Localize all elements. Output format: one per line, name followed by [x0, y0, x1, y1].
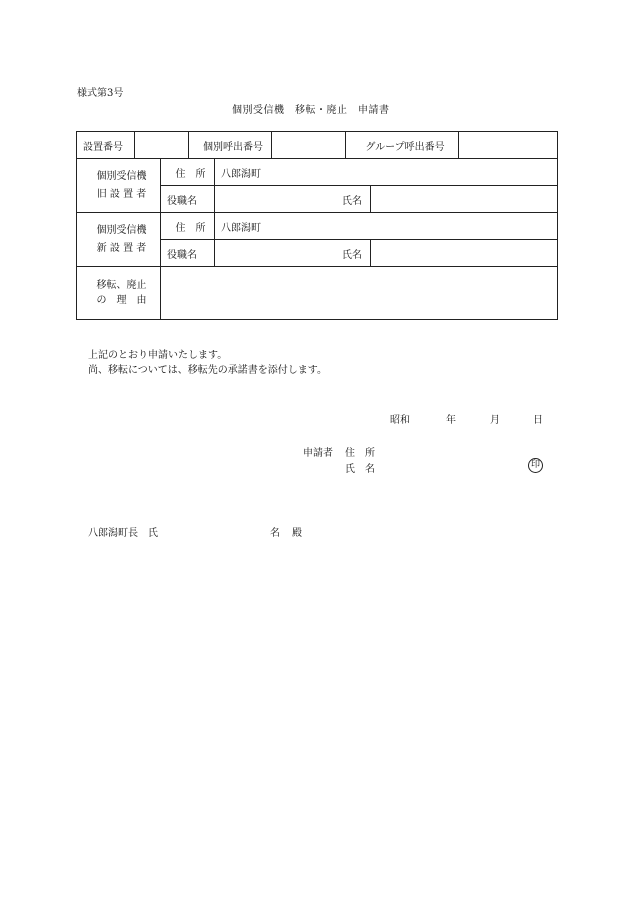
table-row: [77, 267, 558, 320]
table-row: [77, 159, 558, 186]
old-position-field[interactable]: [215, 186, 371, 213]
date-era-label: 昭和: [390, 415, 410, 426]
reason-label-line2: の 理 由: [96, 295, 147, 306]
group-call-field[interactable]: [459, 132, 558, 159]
application-table: [76, 131, 558, 320]
notice-line-1: 上記のとおり申請いたします。: [88, 350, 228, 361]
date-year-label: 年: [446, 415, 456, 426]
old-installer-label-line2: 旧 設 置 者: [96, 188, 147, 200]
group-call-label: グループ呼出番号: [346, 132, 459, 159]
new-position-label: 役職名: [161, 240, 215, 267]
table-row: [77, 132, 558, 159]
old-position-label: 役職名: [161, 186, 215, 213]
addressee-prefix: 八郎潟町長 氏: [88, 528, 158, 539]
new-installer-label-line2: 新 設 置 者: [96, 242, 147, 254]
date-month-label: 月: [490, 415, 500, 426]
applicant-label: 申請者: [303, 448, 333, 459]
reason-label: [77, 267, 161, 320]
old-installer-label-line1: 個別受信機: [96, 170, 147, 182]
old-address-field[interactable]: 八郎潟町: [215, 159, 558, 186]
addressee-honorific: 殿: [292, 528, 302, 539]
new-installer-label-line1: 個別受信機: [96, 224, 147, 236]
applicant-name-label: 氏 名: [345, 464, 375, 475]
old-installer-label: [77, 159, 161, 213]
install-no-field[interactable]: [135, 132, 189, 159]
new-name-field[interactable]: [371, 240, 558, 267]
new-address-field[interactable]: 八郎潟町: [215, 213, 558, 240]
reason-label-line1: 移転、廃止: [96, 280, 147, 291]
date-day-label: 日: [533, 415, 543, 426]
applicant-address-label: 住 所: [345, 448, 375, 459]
new-name-label: 氏名: [342, 249, 362, 261]
addressee-name-label: 名: [270, 528, 280, 539]
individual-call-field[interactable]: [272, 132, 346, 159]
table-row: [77, 213, 558, 240]
reason-field[interactable]: [161, 267, 558, 320]
seal-mark-icon: 印: [528, 458, 543, 473]
new-address-label: 住 所: [161, 213, 215, 240]
new-installer-label: [77, 213, 161, 267]
install-no-label: 設置番号: [77, 132, 135, 159]
page-title: 個別受信機 移転・廃止 申請書: [232, 105, 390, 116]
new-position-field[interactable]: [215, 240, 371, 267]
old-name-field[interactable]: [371, 186, 558, 213]
old-address-label: 住 所: [161, 159, 215, 186]
form-number: 様式第3号: [77, 88, 124, 99]
individual-call-label: 個別呼出番号: [189, 132, 272, 159]
old-name-label: 氏名: [342, 195, 362, 207]
notice-line-2: 尚、移転については、移転先の承諾書を添付します。: [88, 365, 327, 376]
